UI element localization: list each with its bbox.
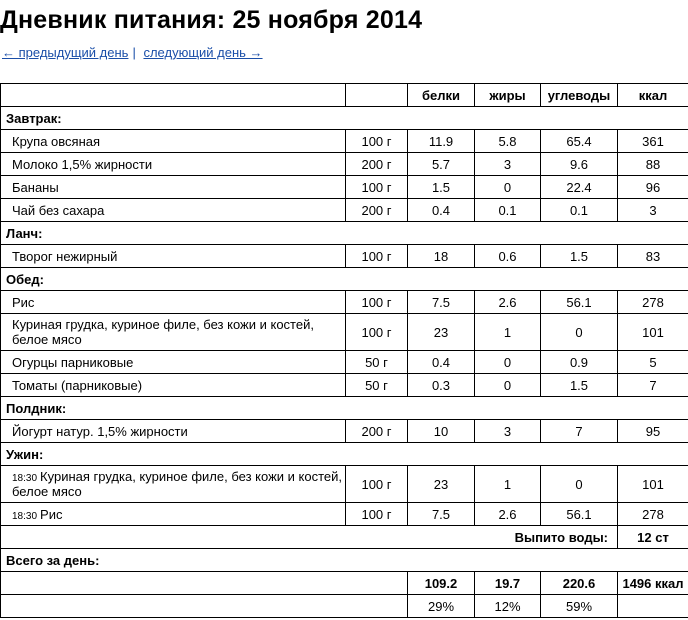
header-proteins: белки — [408, 84, 475, 107]
food-proteins: 23 — [408, 314, 475, 351]
food-name: Творог нежирный — [12, 248, 118, 264]
food-carbs: 0.9 — [541, 351, 618, 374]
food-carbs: 1.5 — [541, 245, 618, 268]
food-amount: 100 г — [346, 314, 408, 351]
header-blank — [1, 84, 346, 107]
meal-section-row — [1, 222, 688, 245]
food-name-cell — [1, 374, 346, 397]
food-proteins: 7.5 — [408, 503, 475, 526]
food-row — [1, 176, 688, 199]
food-kcal: 278 — [618, 291, 688, 314]
food-carbs: 56.1 — [541, 291, 618, 314]
food-proteins: 11.9 — [408, 130, 475, 153]
meal-section-title: Ланч: — [1, 222, 688, 245]
food-row — [1, 503, 688, 526]
food-name: Бананы — [12, 179, 59, 195]
food-name-cell — [1, 176, 346, 199]
food-kcal: 278 — [618, 503, 688, 526]
food-name: Куриная грудка, куриное филе, без кожи и костей, белое мясо — [12, 469, 342, 499]
percent-row — [1, 595, 688, 618]
food-name: Рис — [12, 294, 35, 310]
total-section-row — [1, 549, 688, 572]
food-fats: 0.6 — [475, 245, 541, 268]
header-kcal: ккал — [618, 84, 688, 107]
food-row — [1, 291, 688, 314]
food-name-cell — [1, 503, 346, 526]
meal-section-row — [1, 397, 688, 420]
food-name: Куриная грудка, куриное филе, без кожи и костей, белое мясо — [12, 317, 314, 347]
food-amount: 100 г — [346, 466, 408, 503]
proteins-percent: 29% — [408, 595, 475, 618]
food-name: Крупа овсяная — [12, 133, 101, 149]
total-carbs: 220.6 — [541, 572, 618, 595]
food-name: Молоко 1,5% жирности — [12, 156, 153, 172]
food-carbs: 1.5 — [541, 374, 618, 397]
food-row — [1, 420, 688, 443]
total-title: Всего за день: — [1, 549, 688, 572]
food-row — [1, 245, 688, 268]
meal-section-row — [1, 107, 688, 130]
previous-day-link[interactable]: ← предыдущий день — [2, 45, 129, 60]
food-kcal: 96 — [618, 176, 688, 199]
food-name-cell — [1, 245, 346, 268]
carbs-percent: 59% — [541, 595, 618, 618]
meal-time: 18:30 — [12, 510, 38, 522]
food-row — [1, 199, 688, 222]
food-kcal: 5 — [618, 351, 688, 374]
food-row — [1, 466, 688, 503]
food-name: Огурцы парниковые — [12, 354, 134, 370]
food-kcal: 95 — [618, 420, 688, 443]
meal-section-title: Завтрак: — [1, 107, 688, 130]
food-name: Йогурт натур. 1,5% жирности — [12, 423, 188, 439]
food-kcal: 361 — [618, 130, 688, 153]
food-kcal: 83 — [618, 245, 688, 268]
table-header-row — [1, 84, 688, 107]
food-kcal: 7 — [618, 374, 688, 397]
food-name-cell — [1, 130, 346, 153]
food-carbs: 0.1 — [541, 199, 618, 222]
food-carbs: 0 — [541, 314, 618, 351]
total-kcal: 1496 ккал — [618, 572, 688, 595]
food-row — [1, 153, 688, 176]
day-navigation — [2, 45, 263, 60]
meal-section-title: Полдник: — [1, 397, 688, 420]
food-proteins: 18 — [408, 245, 475, 268]
total-proteins: 109.2 — [408, 572, 475, 595]
food-fats: 0 — [475, 176, 541, 199]
totals-row — [1, 572, 688, 595]
food-row — [1, 351, 688, 374]
food-name: Чай без сахара — [12, 202, 105, 218]
meal-section-title: Ужин: — [1, 443, 688, 466]
food-fats: 2.6 — [475, 291, 541, 314]
food-kcal: 101 — [618, 466, 688, 503]
food-amount: 100 г — [346, 245, 408, 268]
food-fats: 1 — [475, 466, 541, 503]
food-proteins: 23 — [408, 466, 475, 503]
food-amount: 200 г — [346, 153, 408, 176]
totals-blank — [1, 572, 408, 595]
page-title: Дневник питания: 25 ноября 2014 — [0, 6, 423, 34]
diary-table — [0, 83, 688, 618]
next-day-link[interactable]: следующий день → — [143, 45, 263, 60]
fats-percent: 12% — [475, 595, 541, 618]
food-row — [1, 314, 688, 351]
food-amount: 100 г — [346, 130, 408, 153]
meal-section-row — [1, 443, 688, 466]
food-proteins: 0.3 — [408, 374, 475, 397]
food-kcal: 88 — [618, 153, 688, 176]
food-name: Рис — [40, 506, 63, 522]
food-fats: 3 — [475, 153, 541, 176]
food-name-cell — [1, 291, 346, 314]
percent-blank — [1, 595, 408, 618]
food-name: Томаты (парниковые) — [12, 377, 143, 393]
header-carbs: углеводы — [541, 84, 618, 107]
kcal-percent-blank — [618, 595, 688, 618]
header-fats: жиры — [475, 84, 541, 107]
food-carbs: 7 — [541, 420, 618, 443]
food-amount: 100 г — [346, 503, 408, 526]
food-proteins: 1.5 — [408, 176, 475, 199]
food-proteins: 0.4 — [408, 199, 475, 222]
food-row — [1, 130, 688, 153]
food-name-cell — [1, 153, 346, 176]
food-fats: 1 — [475, 314, 541, 351]
food-proteins: 0.4 — [408, 351, 475, 374]
food-kcal: 101 — [618, 314, 688, 351]
water-row — [1, 526, 688, 549]
water-value: 12 ст — [618, 526, 688, 549]
food-fats: 0 — [475, 374, 541, 397]
food-fats: 5.8 — [475, 130, 541, 153]
food-name-cell — [1, 351, 346, 374]
food-amount: 200 г — [346, 199, 408, 222]
food-fats: 3 — [475, 420, 541, 443]
food-carbs: 9.6 — [541, 153, 618, 176]
total-fats: 19.7 — [475, 572, 541, 595]
food-row — [1, 374, 688, 397]
meal-time: 18:30 — [12, 473, 38, 484]
food-fats: 0 — [475, 351, 541, 374]
water-label: Выпито воды: — [1, 526, 618, 549]
food-carbs: 0 — [541, 466, 618, 503]
food-amount: 100 г — [346, 291, 408, 314]
food-name-cell — [1, 314, 346, 351]
header-blank — [346, 84, 408, 107]
food-amount: 50 г — [346, 374, 408, 397]
food-carbs: 65.4 — [541, 130, 618, 153]
meal-section-row — [1, 268, 688, 291]
food-carbs: 56.1 — [541, 503, 618, 526]
food-name-cell — [1, 199, 346, 222]
nav-separator: | — [132, 45, 136, 60]
food-proteins: 5.7 — [408, 153, 475, 176]
food-amount: 100 г — [346, 176, 408, 199]
food-amount: 50 г — [346, 351, 408, 374]
food-amount: 200 г — [346, 420, 408, 443]
food-name-cell — [1, 466, 346, 503]
food-fats: 2.6 — [475, 503, 541, 526]
food-kcal: 3 — [618, 199, 688, 222]
meal-section-title: Обед: — [1, 268, 688, 291]
food-carbs: 22.4 — [541, 176, 618, 199]
food-fats: 0.1 — [475, 199, 541, 222]
food-proteins: 10 — [408, 420, 475, 443]
food-proteins: 7.5 — [408, 291, 475, 314]
food-name-cell — [1, 420, 346, 443]
